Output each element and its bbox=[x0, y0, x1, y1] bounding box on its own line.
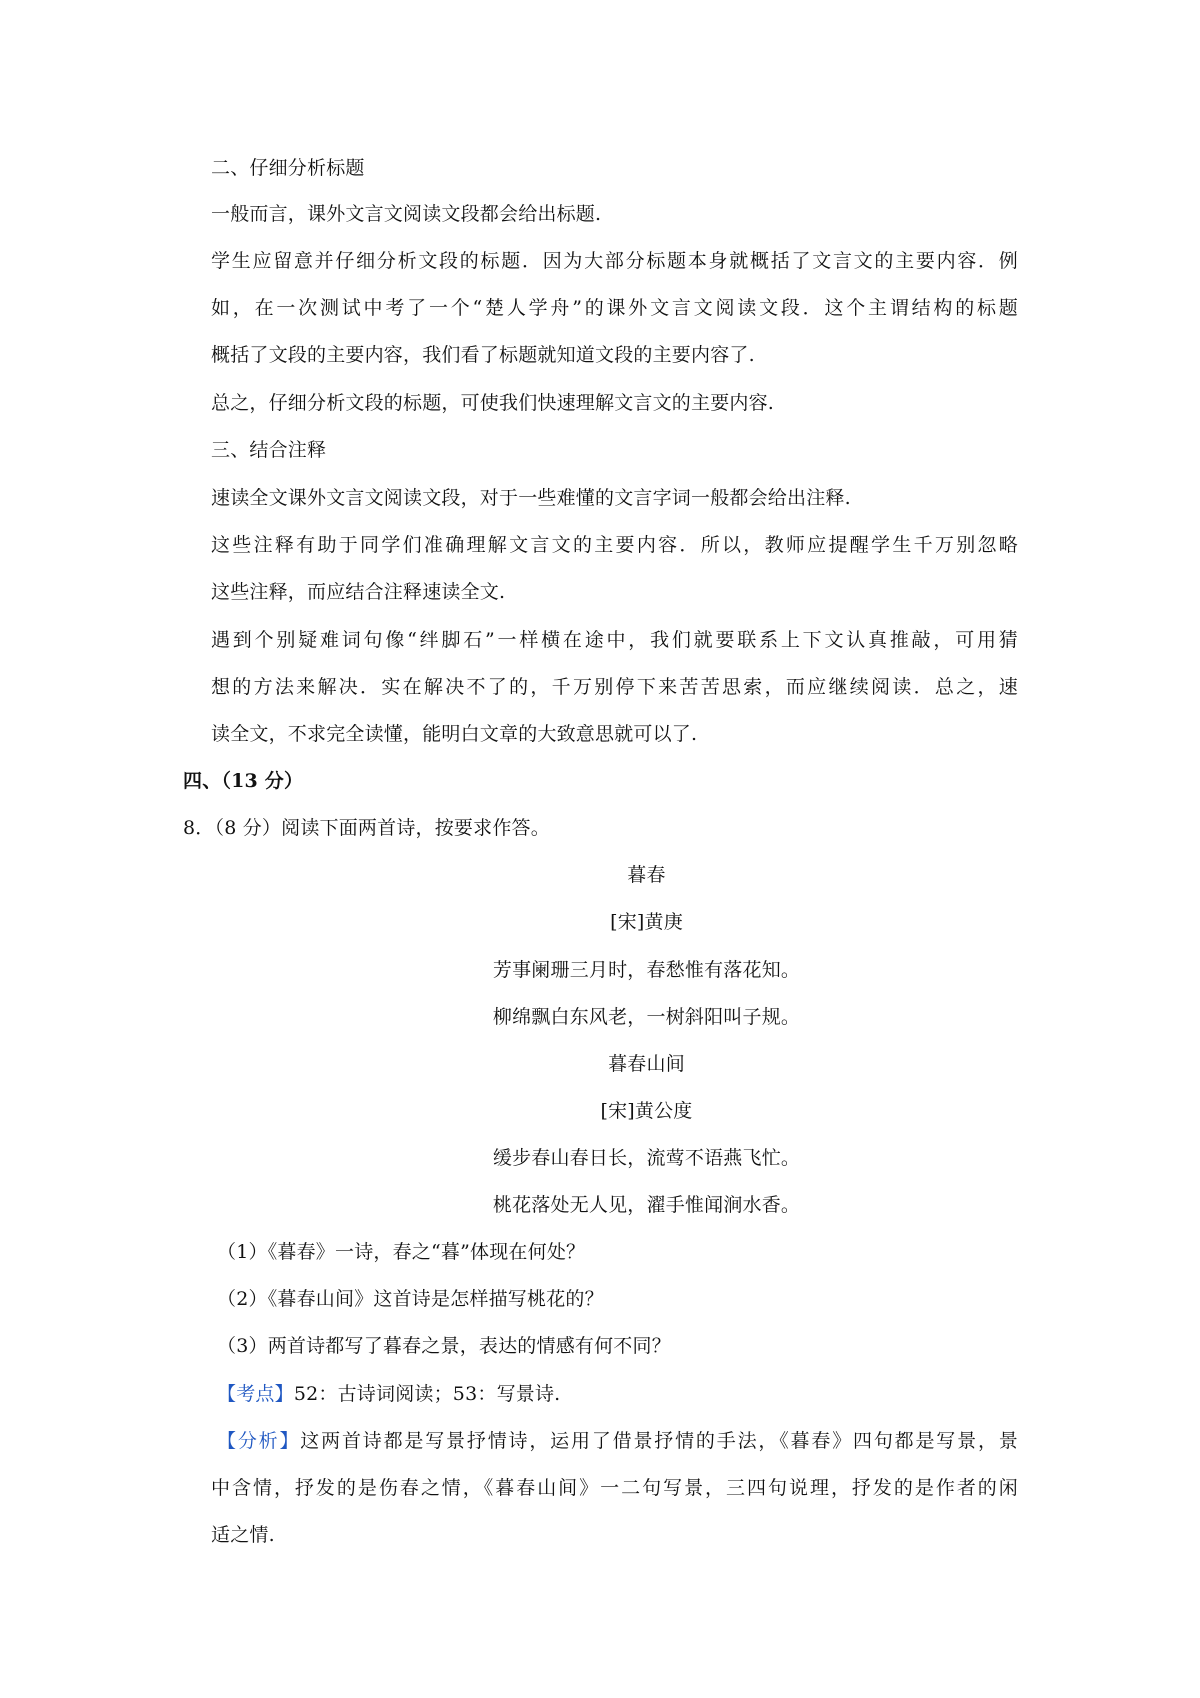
poem-line: 柳绵飘白东风老，一树斜阳叫子规。 bbox=[492, 1006, 801, 1028]
kaodian-text: 52：古诗词阅读；53：写景诗. bbox=[293, 1383, 561, 1405]
part-heading: 四、（13 分） bbox=[183, 770, 304, 792]
fenxi-text-line: 中含情，抒发的是伤春之情，《暮春山间》一二句写景，三四句说理，抒发的是作者的闲 bbox=[211, 1477, 1018, 1499]
poem-author: [宋]黄公度 bbox=[600, 1100, 693, 1122]
poem-line: 芳事阑珊三月时，春愁惟有落花知。 bbox=[492, 959, 801, 981]
section-heading-annotations: 三、结合注释 bbox=[211, 439, 327, 461]
poem-line: 桃花落处无人见，濯手惟闻涧水香。 bbox=[492, 1194, 801, 1216]
subquestion: （2）《暮春山间》这首诗是怎样描写桃花的？ bbox=[217, 1288, 604, 1310]
paragraph-line: 遇到个别疑难词句像“绊脚石”一样横在途中，我们就要联系上下文认真推敲，可用猜 bbox=[211, 629, 1018, 651]
section-heading-analyze-title: 二、仔细分析标题 bbox=[211, 157, 365, 179]
question-stem: 8．（8 分）阅读下面两首诗，按要求作答。 bbox=[183, 817, 550, 839]
poem-title: 暮春山间 bbox=[608, 1053, 685, 1075]
fenxi-row bbox=[217, 1428, 1018, 1454]
paragraph: 速读全文课外文言文阅读文段，对于一些难懂的文言字词一般都会给出注释. bbox=[211, 487, 851, 509]
kaodian-label: 【考点】 bbox=[217, 1383, 294, 1405]
fenxi-text-line: 这两首诗都是写景抒情诗，运用了借景抒情的手法，《暮春》四句都是写景，景 bbox=[300, 1430, 1018, 1452]
paragraph: 一般而言，课外文言文阅读文段都会给出标题. bbox=[211, 203, 602, 225]
paragraph-line: 读全文，不求完全读懂，能明白文章的大致意思就可以了. bbox=[211, 723, 698, 745]
subquestion: （3）两首诗都写了暮春之景，表达的情感有何不同？ bbox=[217, 1335, 671, 1357]
poem-line: 缓步春山春日长，流莺不语燕飞忙。 bbox=[492, 1147, 801, 1169]
paragraph-line: 想的方法来解决．实在解决不了的，千万别停下来苦苦思索，而应继续阅读．总之，速 bbox=[211, 676, 1018, 698]
fenxi-text-line: 适之情. bbox=[211, 1524, 275, 1546]
poem-author: [宋]黄庚 bbox=[610, 911, 683, 933]
paragraph-line: 概括了文段的主要内容，我们看了标题就知道文段的主要内容了. bbox=[211, 344, 755, 366]
kaodian-row bbox=[217, 1381, 560, 1407]
paragraph: 总之，仔细分析文段的标题，可使我们快速理解文言文的主要内容. bbox=[211, 392, 775, 414]
paragraph-line: 如，在一次测试中考了一个“楚人学舟”的课外文言文阅读文段．这个主谓结构的标题 bbox=[211, 297, 1018, 319]
subquestion: （1）《暮春》一诗，春之“暮”体现在何处？ bbox=[217, 1241, 586, 1263]
fenxi-label: 【分析】 bbox=[217, 1430, 301, 1452]
paragraph-line: 这些注释有助于同学们准确理解文言文的主要内容．所以，教师应提醒学生千万别忽略 bbox=[211, 534, 1018, 556]
poem-title: 暮春 bbox=[627, 864, 666, 886]
paragraph-line: 这些注释，而应结合注释速读全文. bbox=[211, 581, 506, 603]
paragraph-line: 学生应留意并仔细分析文段的标题．因为大部分标题本身就概括了文言文的主要内容．例 bbox=[211, 250, 1018, 272]
